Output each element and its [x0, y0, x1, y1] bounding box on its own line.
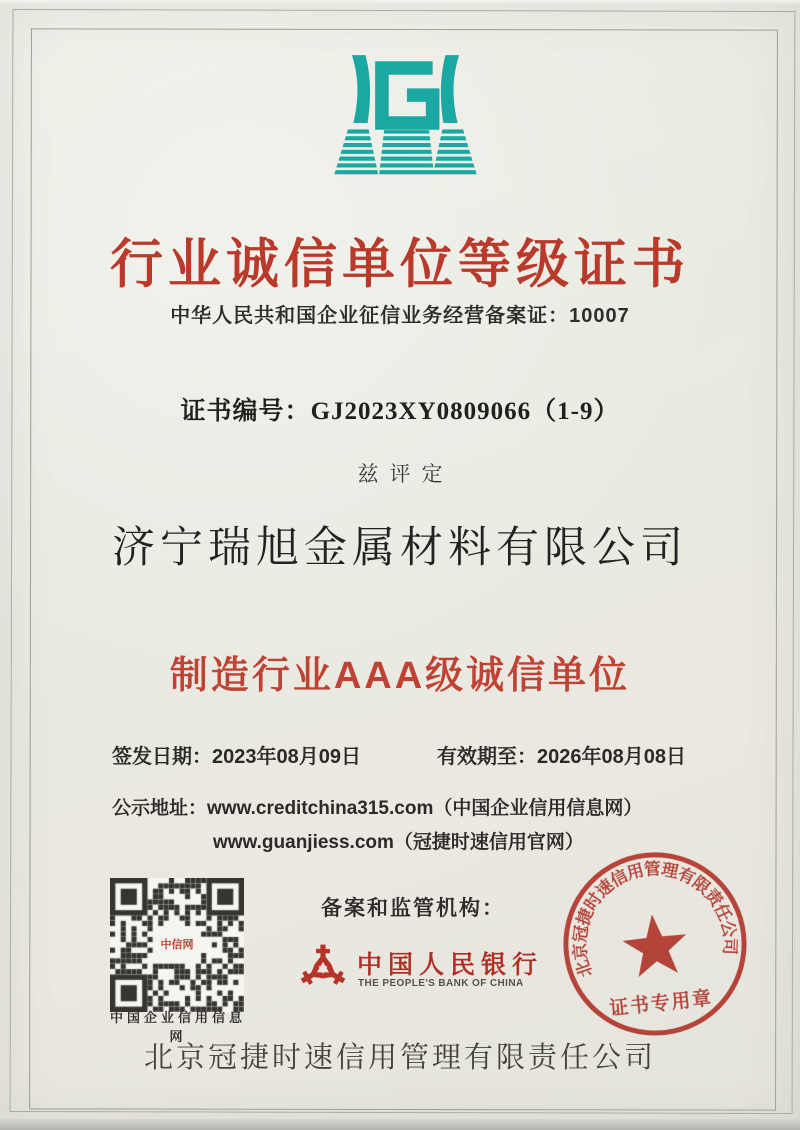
- publicity-line-1: [112, 792, 642, 826]
- guanjie-brand-logo-icon: [308, 48, 503, 198]
- publicity-address-block: [112, 792, 642, 860]
- qr-center-logo: 中信网: [156, 929, 198, 959]
- qr-code: [110, 878, 244, 1012]
- photo-edge-bottom: [0, 1119, 800, 1130]
- hereby-assessed-label: 兹评定: [357, 462, 454, 486]
- seal-company-text: 北京冠捷时速信用管理有限责任公司: [570, 859, 740, 980]
- registration-line: 中华人民共和国企业征信业务经营备案证：10007: [170, 305, 630, 327]
- dates-row: [112, 740, 686, 769]
- pboc-emblem-icon: [297, 941, 349, 995]
- valid-until-label: 有效期至：: [436, 746, 537, 768]
- photo-edge-top: [0, 0, 800, 5]
- publicity-url-2: www.guanjiess.com（冠捷时速信用官网）: [213, 832, 584, 853]
- pboc-name-en: THE PEOPLE'S BANK OF CHINA: [358, 978, 524, 989]
- certificate-number-label: 证书编号：: [180, 398, 311, 425]
- grade-line: 制造行业AAA级诚信单位: [169, 655, 631, 697]
- issue-date-label: 签发日期：: [112, 746, 212, 768]
- pboc-name-cn: 中国人民银行: [357, 952, 544, 979]
- company-name: 济宁瑞旭金属材料有限公司: [112, 525, 688, 572]
- seal-caption-text: 证书专用章: [608, 987, 715, 1020]
- regulator-label: 备案和监管机构：: [321, 897, 505, 920]
- publicity-url-1: www.creditchina315.com（中国企业信用信息网）: [207, 798, 643, 819]
- issue-date-value: 2023年08月09日: [212, 746, 361, 768]
- qr-caption: 中国企业信用信息网: [109, 1010, 246, 1044]
- certificate-number-line: [0, 391, 800, 427]
- issuer-company-name: 北京冠捷时速信用管理有限责任公司: [143, 1042, 656, 1074]
- certificate-number-value: GJ2023XY0809066（1-9）: [310, 398, 620, 425]
- company-seal: [546, 835, 764, 1053]
- certificate-title: 行业诚信单位等级证书: [110, 235, 690, 294]
- valid-until-value: 2026年08月08日: [536, 746, 686, 768]
- seal-star-icon: [620, 911, 690, 978]
- publicity-label: 公示地址：: [112, 798, 208, 819]
